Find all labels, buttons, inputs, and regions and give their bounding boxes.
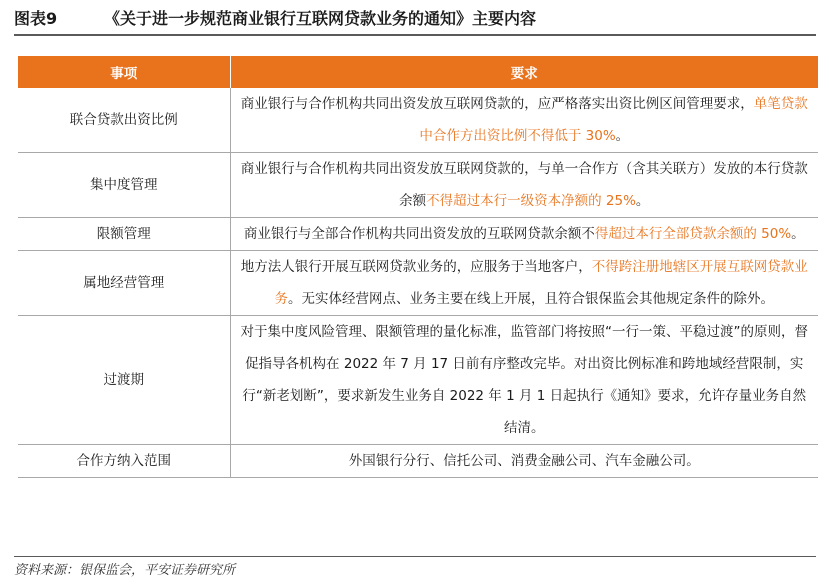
figure-number: 图表9	[14, 9, 58, 28]
table-row	[18, 251, 818, 316]
table-body	[18, 88, 818, 478]
figure-title: 《关于进一步规范商业银行互联网贷款业务的通知》主要内容	[104, 9, 537, 28]
highlighted-text: 单笔贷款中合作方出资比例不得低于 30%	[419, 96, 808, 144]
header-item: 事项	[18, 56, 230, 88]
row-item-cell: 过渡期	[18, 316, 230, 445]
header-requirement: 要求	[230, 56, 818, 88]
requirement-text: 。	[615, 128, 630, 144]
requirement-text: 。	[635, 193, 650, 209]
row-requirement-cell	[230, 153, 818, 218]
table-header-row	[18, 56, 818, 88]
table-row	[18, 218, 818, 251]
requirement-text: 商业银行与合作机构共同出资发放互联网贷款的，应严格落实出资比例区间管理要求，	[240, 96, 754, 112]
row-item-cell: 联合贷款出资比例	[18, 88, 230, 153]
highlighted-text: 不得跨注册地辖区开展互联网贷款业务	[274, 259, 808, 307]
requirement-text: 外国银行分行、信托公司、消费金融公司、汽车金融公司。	[348, 453, 700, 469]
row-item-cell: 集中度管理	[18, 153, 230, 218]
figure-title-bar	[14, 6, 816, 36]
source-note: 资料来源：银保监会，平安证券研究所	[14, 556, 816, 578]
requirement-text: 商业银行与全部合作机构共同出资发放的互联网贷款余额不	[243, 226, 595, 242]
requirements-table	[18, 56, 818, 478]
row-item-cell: 属地经营管理	[18, 251, 230, 316]
requirement-text: 商业银行与合作机构共同出资发放互联网贷款的，与单一合作方（含其关联方）发放的本行贷款余额	[240, 161, 808, 209]
row-requirement-cell	[230, 218, 818, 251]
table-row	[18, 88, 818, 153]
requirement-text: 对于集中度风险管理、限额管理的量化标准，监管部门将按照“一行一策、平稳过渡”的原则，督促指导各机构在 2022 年 7 月 17 日前有序整改完毕。对出资比例标准和跨地域经营限制，实行“新老划断”，要求新发生业务自 2022 年 1 月 1 日起执行《通知》要求，允许存量业务自然结清。	[240, 324, 808, 436]
row-requirement-cell	[230, 88, 818, 153]
table-row	[18, 153, 818, 218]
table-row	[18, 316, 818, 445]
requirement-text: 。无实体经营网点、业务主要在线上开展，且符合银保监会其他规定条件的除外。	[288, 291, 774, 307]
row-requirement-cell	[230, 251, 818, 316]
requirement-text: 地方法人银行开展互联网贷款业务的，应服务于当地客户，	[240, 259, 592, 275]
highlighted-text: 不得超过本行一级资本净额的 25%	[426, 193, 636, 209]
row-item-cell: 限额管理	[18, 218, 230, 251]
highlighted-text: 得超过本行全部贷款余额的 50%	[594, 226, 792, 242]
row-requirement-cell	[230, 445, 818, 478]
table-row	[18, 445, 818, 478]
row-requirement-cell	[230, 316, 818, 445]
row-item-cell: 合作方纳入范围	[18, 445, 230, 478]
requirement-text: 。	[791, 226, 805, 242]
